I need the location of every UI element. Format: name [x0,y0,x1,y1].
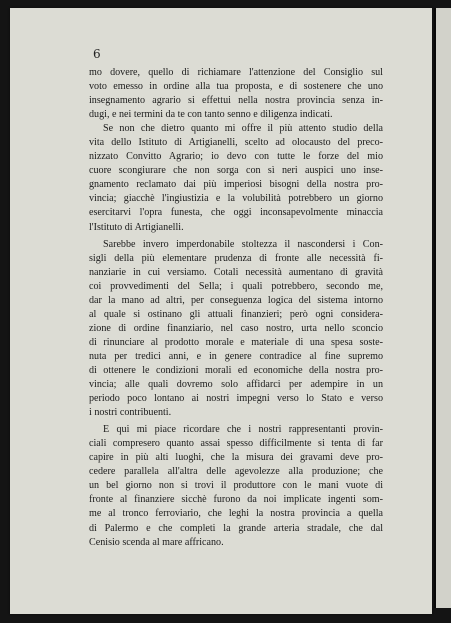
text-line: Cenisio scenda al mare affricano. [89,536,224,548]
text-line: Se non che dietro quanto mi offre il più attento studio della [103,123,383,135]
paragraph-2 [89,122,383,234]
text-line: un bel giorno non si trovi il produttore con le mani vuote di [89,480,383,492]
text-line: vincia; alle quali dovremo solo affidarci per adempire in un [89,379,383,391]
body-text [89,66,383,550]
text-line: cedere parallela all'altra delle agevolezze alla produzione; che [89,466,383,478]
paragraph-4 [89,423,383,549]
text-line: nuta per tredici anni, e in genere contradice al fine supremo [89,350,383,362]
text-line: vincia; giacchè l'ingiustizia e la volubilità potrebbero un giorno [89,193,383,205]
text-line: ciali compresero quanto assai spesso difficilmente si tenta di far [89,438,383,450]
text-line: i nostri contribuenti. [89,407,172,419]
text-line: nanziarie in cui versiamo. Cotali necessità aumentano di gravità [89,266,383,278]
text-line: E qui mi piace ricordare che i nostri rappresentanti provin- [103,424,383,436]
text-line: insegnamento agrario si effettui nella nostra provincia senza in- [89,95,383,107]
text-line: di rinunciare al prodotto morale e materiale di una spesa soste- [89,336,383,348]
paragraph-3 [89,238,383,421]
text-line: esercitarvi l'opra funesta, che oggi inconsapevolmente minaccia [89,207,383,219]
page-number: 6 [93,47,101,61]
text-line: voto emesso in ordine alla tua proposta, e di sostenere che uno [89,81,383,93]
text-line: Sarebbe invero imperdonabile stoltezza il nascondersi i Con- [103,238,383,250]
text-line: cuore scongiurare che non sorga con sì neri auspici uno inse- [89,165,383,177]
text-line: coi provvedimenti del Sella; i quali potrebbero, secondo me, [89,280,383,292]
text-line: mo dovere, quello di richiamare l'attenzione del Consiglio sul [89,67,383,78]
text-line: vita dello Istituto di Artigianelli, scelto ad olocausto del preco- [89,137,383,149]
paragraph-1 [89,66,383,122]
text-line: sigli della più elementare prudenza di fronte alle necessità fi- [89,252,383,264]
text-line: dugi, e nei termini da te con tanto senno e diligenza indicati. [89,109,333,121]
text-line: l'Istituto di Artigianelli. [89,221,184,233]
next-page-edge [434,8,451,608]
text-line: me al tronco ferroviario, che leghi la nostra provincia a quella [89,508,383,520]
text-line: nizzato Convitto Agrario; io devo con tutte le forze del mio [89,151,383,163]
text-line: fronte al finanziere sicchè furono da noi implicate ingenti som- [89,494,383,506]
text-line: dar la mano ad altri, per conseguenza logica del sistema intorno [89,294,383,306]
text-line: di Palermo e che completi la grande arteria stradale, che dal [89,522,383,534]
text-line: periodo poco lontano ai nostri impegni verso lo Stato e verso [89,393,383,405]
text-line: al quale si ostinano gli attuali finanzieri; però ogni considera- [89,308,383,320]
text-line: di ottenere le condizioni morali ed economiche della nostra pro- [89,364,383,376]
text-line: zione di ordine finanziario, nel caso nostro, urta nello sconcio [89,322,383,334]
text-line: capire in più alti luoghi, che la misura dei gravami deve pro- [89,452,383,464]
text-line: gnamento reclamato dai più imperiosi bisogni della nostra pro- [89,179,383,191]
